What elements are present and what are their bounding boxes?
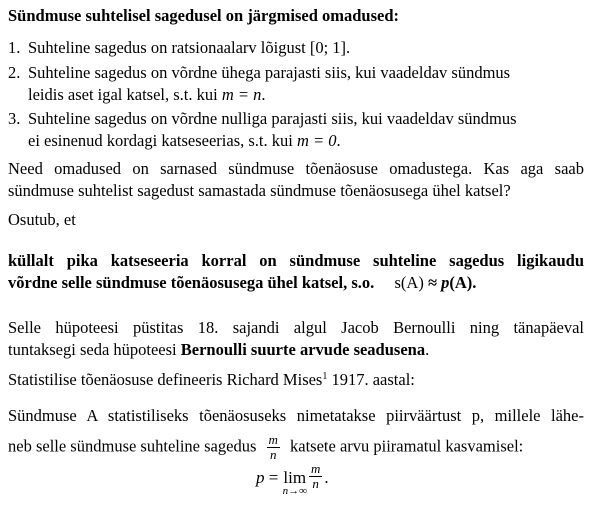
bold-statement-line2: võrdne selle sündmuse tõenäosusega ühel katsel, s.o. [8,273,375,292]
item-text: Suhteline sagedus on ratsionaalarv lõigust [0; 1]. [28,38,351,57]
equals-sign: = [264,468,283,487]
limit-fraction [309,462,322,491]
lim-subscript: n→∞ [282,485,307,497]
paragraph-1-line1: Need omadused on sarnased sündmuse tõenäosuse omadustega. Kas aga saab [8,159,584,178]
osutub-text: Osutub, et [8,210,76,229]
heading: Sündmuse suhtelisel sagedusel on järgmised omadused: [8,6,400,25]
formula-period: . [324,468,329,487]
limit-denominator: n [312,476,319,491]
item-period: . [336,131,341,150]
list-item-2 [8,62,578,106]
limit-numerator: m [310,461,321,476]
item-number: 3. [8,109,21,128]
paragraph-2-line1: Selle hüpoteesi püstitas 18. sajandi algul Jacob Bernoulli ning tänapäeval [8,318,584,337]
period: . [425,340,430,359]
item-equation: m = n [221,85,262,104]
item-text-line2: ei esinenud kordagi katseseerias, s.t. kui [28,131,297,150]
item-number: 2. [8,63,21,82]
definition [8,405,584,462]
formula-lhs: p [256,468,265,487]
item-text-line2: leidis aset igal katsel, s.t. kui [28,85,222,104]
item-equation: m = 0 [296,131,337,150]
bold-statement [8,250,584,294]
lim-text: lim [283,468,307,487]
paragraph-3-text: Statistilise tõenäosuse defineeris Richard Mises [8,370,323,389]
fraction-numerator: m [268,432,278,447]
paragraph-1-line2: sündmuse suhtelist sagedust samastada sündmuse tõenäosusega ühel katsel? [8,181,511,200]
formula-s: s(A) [394,273,424,292]
definition-line2: neb selle sündmuse suhteline sagedus [8,436,257,456]
paragraph-3 [8,369,584,391]
list-item-3 [8,108,578,152]
item-period: . [261,85,266,104]
item-number: 1. [8,38,21,57]
bernoulli-law: Bernoulli suurte arvude seadusena [180,340,426,359]
list-item-1 [8,37,578,59]
paragraph-3-year: 1917. aastal: [327,370,415,389]
formula-end: (A). [449,273,477,292]
bold-statement-line1: küllalt pika katseseeria korral on sündmuse suhteline sagedus ligikaudu [8,251,584,270]
footnote-marker: 1 [322,371,328,382]
item-text-line1: Suhteline sagedus on võrdne nulliga parajasti siis, kui vaadeldav sündmus [28,109,517,128]
paragraph-2 [8,317,584,361]
relative-frequency-fraction [267,433,280,462]
lim-operator [283,468,307,497]
paragraph-2-line2: tuntaksegi seda hüpoteesi [8,340,181,359]
item-text-line1: Suhteline sagedus on võrdne ühega parajasti siis, kui vaadeldav sündmus [28,63,511,82]
definition-line1: Sündmuse A statistiliseks tõenäosuseks nimetatakse piirväärtust p, millele lähe- [8,406,584,425]
paragraph-1 [8,158,584,202]
approx-symbol: ≈ [427,273,438,292]
fraction-denominator: n [269,447,277,462]
limit-formula [256,461,329,497]
formula-p: p [441,273,450,292]
definition-line2-end: katsete arvu piiramatul kasvamisel: [290,436,524,456]
